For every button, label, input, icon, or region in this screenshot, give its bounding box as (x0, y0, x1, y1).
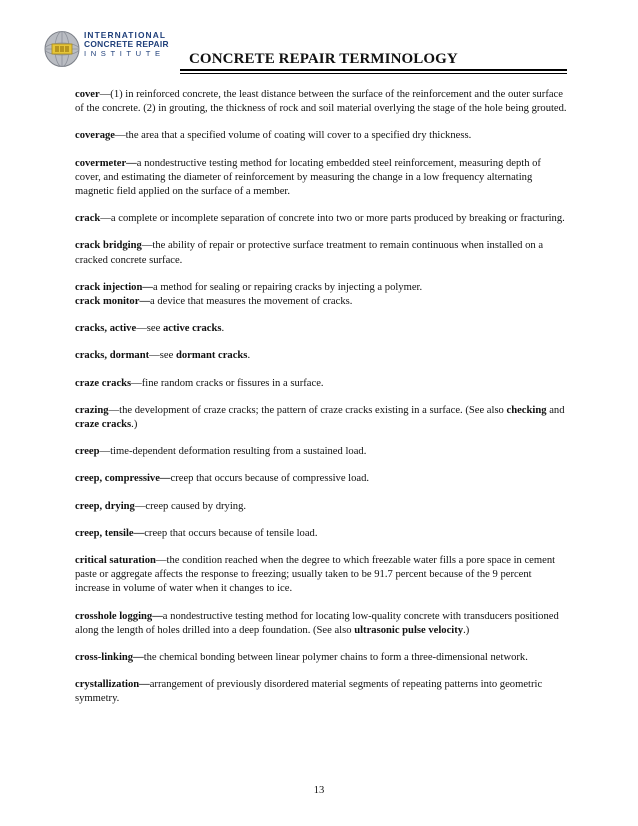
entry-definition: the chemical bonding between linear polymer chains to form a three-dimensional network. (143, 652, 528, 664)
glossary-entry (75, 129, 567, 143)
entry-definition: see (146, 323, 163, 335)
entry-term: crazing (75, 404, 109, 416)
entry-separator: — (139, 296, 151, 308)
entry-separator: — (136, 323, 147, 335)
entry-definition: the area that a specified volume of coating will cover to a specified dry thickness. (125, 130, 472, 142)
entry-term: crack (75, 213, 101, 225)
entry-term: covermeter (75, 157, 127, 169)
entry-separator: — (99, 89, 111, 100)
glossary-entry (75, 349, 567, 363)
globe-icon (44, 30, 80, 68)
entry-cross-reference: craze cracks (75, 419, 132, 431)
entry-term: cracks, active (75, 323, 137, 335)
entry-cross-reference: checking (506, 404, 547, 416)
entry-definition: a device that measures the movement of cracks. (150, 296, 353, 308)
entry-separator: — (100, 213, 111, 225)
entry-separator: — (155, 555, 167, 567)
entry-term: crosshole logging (75, 610, 153, 622)
glossary-entry (75, 651, 567, 665)
entry-separator: — (159, 473, 171, 485)
entry-definition: the ability of repair or protective surface treatment to remain continuous when installed on a cracked concrete surface. (75, 240, 544, 266)
glossary-entry (75, 377, 567, 391)
entry-cross-reference: ultrasonic pulse velocity (354, 624, 464, 636)
entry-separator: — (142, 281, 153, 293)
entry-definition: a nondestructive testing method for locating embedded steel reinforcement, measuring depth of cover, and estimating the diameter of reinforcement by measuring the change in a low frequency alternating magnetic field applied on the surface of a member. (75, 157, 541, 198)
glossary-entry (75, 678, 567, 706)
glossary-entry (75, 404, 567, 432)
entry-term: creep, tensile (75, 527, 134, 539)
logo-line-3: INSTITUTE (84, 49, 165, 58)
logo-line-2: CONCRETE REPAIR (84, 39, 169, 49)
entry-term: creep, compressive (75, 473, 160, 485)
entry-separator: — (126, 157, 137, 169)
glossary-entry (75, 212, 567, 226)
entry-term: cross-linking (75, 652, 134, 664)
page-title: CONCRETE REPAIR TERMINOLOGY (189, 51, 458, 67)
entry-separator: — (133, 652, 144, 664)
entry-separator: — (134, 500, 146, 512)
logo-wordmark (84, 31, 169, 58)
entry-tail: . (247, 350, 251, 362)
header-rule-thin (180, 73, 567, 74)
entry-separator: — (115, 130, 126, 142)
entry-definition: see (159, 350, 176, 362)
entry-term: craze cracks (75, 377, 132, 389)
entry-separator: — (152, 610, 163, 622)
entry-term: creep, drying (75, 500, 135, 512)
entry-cross-reference: dormant cracks (175, 350, 248, 362)
entry-term: crack bridging (75, 240, 142, 252)
entry-separator: — (141, 240, 153, 252)
entry-cross-reference: active cracks (162, 323, 222, 335)
entry-term: coverage (75, 130, 115, 142)
entry-definition: a method for sealing or repairing cracks by injecting a polymer. (152, 281, 423, 293)
glossary-entry (75, 322, 567, 336)
glossary-entry (75, 445, 567, 459)
entry-term: cracks, dormant (75, 350, 150, 362)
glossary-entry (75, 500, 567, 514)
entry-separator: — (131, 377, 142, 389)
glossary-entry (75, 239, 567, 267)
entry-definition: time-dependent deformation resulting from a sustained load. (110, 446, 367, 458)
entry-definition: fine random cracks or fissures in a surface. (141, 377, 324, 389)
glossary-entry (75, 88, 567, 116)
glossary-entry (75, 157, 567, 200)
entry-term: creep (75, 446, 100, 458)
entry-definition: a nondestructive testing method for locating low-quality concrete with transducers positioned along the length of holes drilled into a deep foundation. (See also (75, 610, 559, 636)
entry-definition: arrangement of previously disordered material segments of repeating patterns into geometric symmetry. (75, 679, 543, 705)
entry-tail: . (221, 323, 225, 335)
glossary-entry (75, 295, 567, 309)
entry-separator: — (99, 446, 111, 458)
entry-definition: a complete or incomplete separation of concrete into two or more parts produced by breaking or fracturing. (110, 213, 565, 225)
page-number: 13 (313, 785, 325, 796)
entry-tail: .) (463, 624, 470, 636)
icri-logo (44, 30, 174, 70)
entry-separator: — (133, 527, 145, 539)
glossary-entry (75, 472, 567, 486)
glossary-entries (75, 88, 567, 720)
entry-separator: — (149, 350, 160, 362)
entry-term: critical saturation (75, 555, 156, 567)
entry-connector: and (546, 404, 565, 416)
entry-term: crystallization (75, 679, 140, 691)
entry-definition: creep that occurs because of tensile load. (144, 527, 318, 539)
entry-definition: (1) in reinforced concrete, the least distance between the surface of the reinforcement and the outer surface of the concrete. (2) in grouting, the thickness of rock and soil material overlying the stage of the hole being grouted. (75, 89, 567, 115)
logo-line-1: INTERNATIONAL (84, 30, 167, 40)
entry-term: cover (75, 89, 100, 100)
entry-tail: .) (131, 419, 138, 431)
glossary-entry (75, 554, 567, 597)
entry-term: crack injection (75, 281, 143, 293)
header-rule-thick (180, 69, 567, 71)
glossary-entry (75, 610, 567, 638)
entry-definition: the condition reached when the degree to which freezable water fills a pore space in cement paste or aggregate affects the response to freezing; usually taken to be 91.7 percent because of the 9 percent increase in volume of water when it changes to ice. (75, 555, 556, 595)
glossary-entry (75, 281, 567, 295)
entry-separator: — (139, 679, 150, 691)
entry-definition: the development of craze cracks; the pattern of craze cracks existing in a surface. (See also (119, 404, 507, 416)
entry-term: crack monitor (75, 296, 140, 308)
entry-definition: creep caused by drying. (145, 500, 247, 512)
entry-separator: — (108, 404, 120, 416)
glossary-entry (75, 527, 567, 541)
entry-definition: creep that occurs because of compressive load. (170, 473, 370, 485)
